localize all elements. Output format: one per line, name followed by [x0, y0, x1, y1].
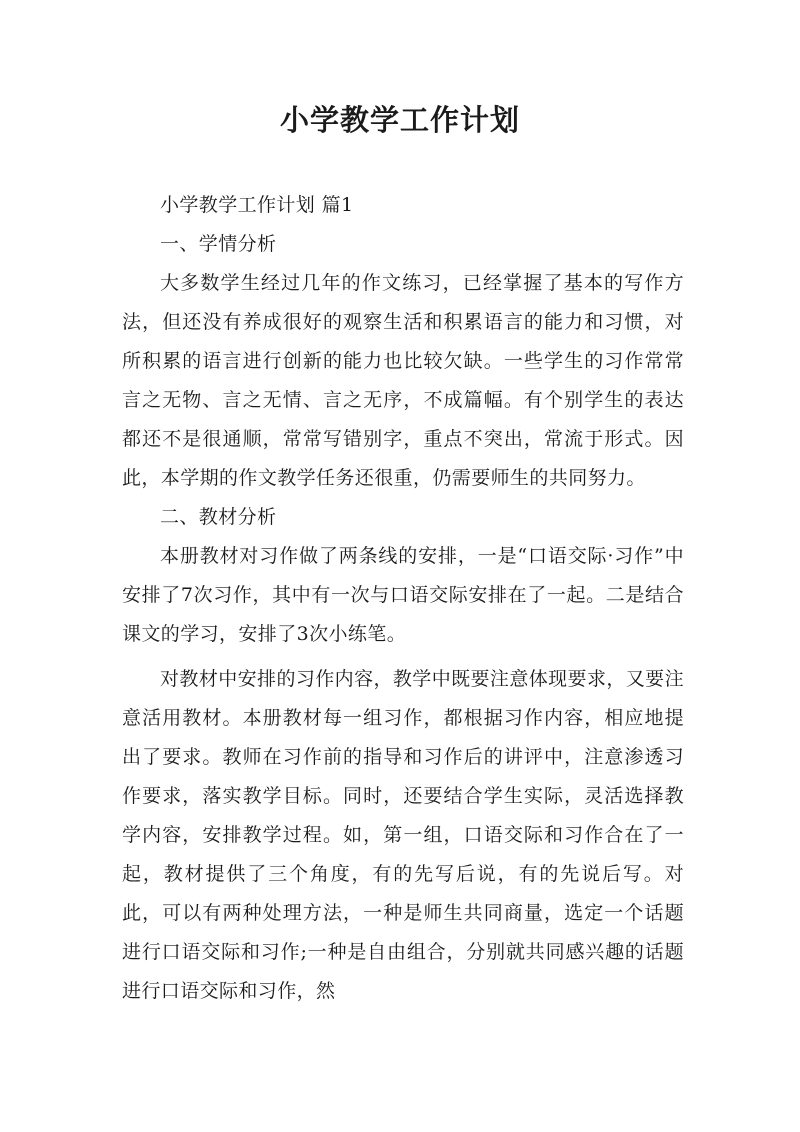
paragraph-student-analysis: 大多数学生经过几年的作文练习，已经掌握了基本的写作方法，但还没有养成很好的观察生活和积累语言的能力和习惯，对所积累的语言进行创新的能力也比较欠缺。一些学生的习作常常言之无物、言之无情、言之无序，不成篇幅。有个别学生的表达都还不是很通顺，常常写错别字，重点不突出，常流于形式。因此，本学期的作文教学任务还很重，仍需要师生的共同努力。: [122, 272, 684, 489]
section-heading-part-1: 小学教学工作计划 篇1: [160, 194, 354, 216]
section-heading-textbook-analysis: 二、教材分析: [160, 506, 277, 528]
document-body: [122, 186, 684, 1011]
paragraph-textbook-arrangement: 本册教材对习作做了两条线的安排，一是“口语交际·习作”中安排了7次习作，其中有一次与口语交际安排在了一起。二是结合课文的学习，安排了3次小练笔。: [122, 545, 684, 645]
document-title: 小学教学工作计划: [279, 103, 520, 137]
paragraph-textbook-usage: 对教材中安排的习作内容，教学中既要注意体现要求，又要注意活用教材。本册教材每一组习作，都根据习作内容，相应地提出了要求。教师在习作前的指导和习作后的讲评中，注意渗透习作要求，落实教学目标。同时，还要结合学生实际，灵活选择教学内容，安排教学过程。如，第一组，口语交际和习作合在了一起，教材提供了三个角度，有的先写后说，有的先说后写。对此，可以有两种处理方法，一种是师生共同商量，选定一个话题进行口语交际和习作;一种是自由组合，分别就共同感兴趣的话题进行口语交际和习作，然: [122, 668, 684, 1002]
section-heading-student-analysis: 一、学情分析: [160, 233, 277, 255]
